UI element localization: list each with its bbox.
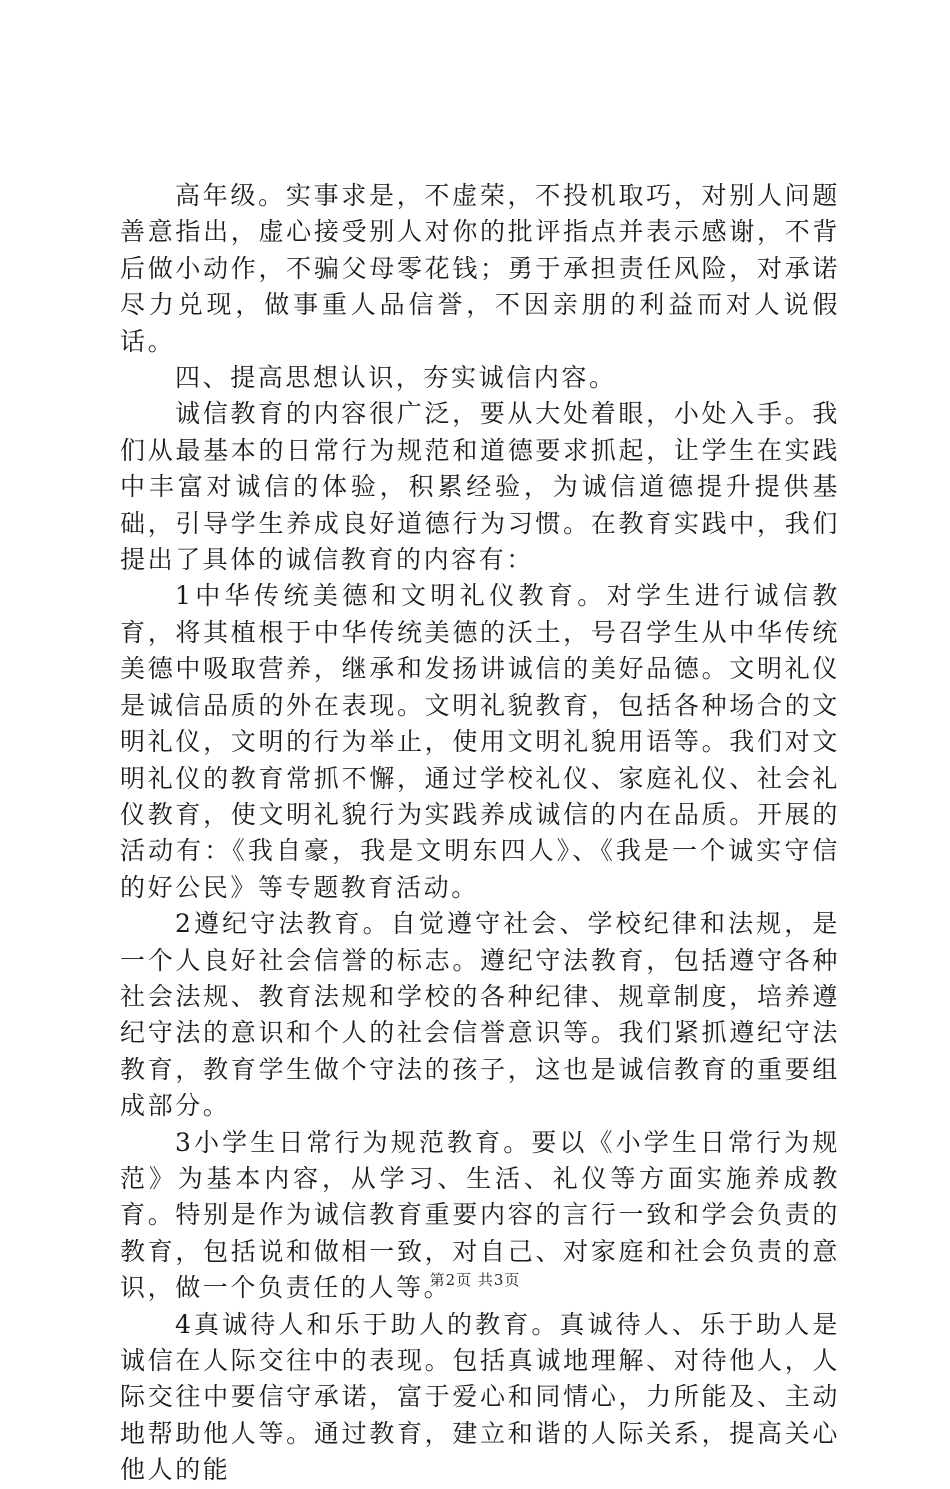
- paragraph-item-4: 4真诚待人和乐于助人的教育。真诚待人、乐于助人是诚信在人际交往中的表现。包括真诚地理解、对待他人，人际交往中要信守承诺，富于爱心和同情心，力所能及、主动地帮助他人等。通过教育，建立和谐的人际关系，提高关心他人的能: [120, 1309, 840, 1485]
- paragraph-item-1: 1中华传统美德和文明礼仪教育。对学生进行诚信教育，将其植根于中华传统美德的沃土，号召学生从中华传统美德中吸取营养，继承和发扬讲诚信的美好品德。文明礼仪是诚信品质的外在表现。文明礼貌教育，包括各种场合的文明礼仪，文明的行为举止，使用文明礼貌用语等。我们对文明礼仪的教育常抓不懈，通过学校礼仪、家庭礼仪、社会礼仪教育，使文明礼貌行为实践养成诚信的内在品质。开展的活动有：《我自豪，我是文明东四人》、《我是一个诚实守信的好公民》等专题教育活动。: [120, 581, 840, 902]
- paragraph-content-intro: 诚信教育的内容很广泛，要从大处着眼，小处入手。我们从最基本的日常行为规范和道德要求抓起，让学生在实践中丰富对诚信的体验，积累经验，为诚信道德提升提供基础，引导学生养成良好道德行为习惯。在教育实践中，我们提出了具体的诚信教育的内容有：: [120, 399, 840, 575]
- paragraph-item-3: 3小学生日常行为规范教育。要以《小学生日常行为规范》为基本内容，从学习、生活、礼仪等方面实施养成教育。特别是作为诚信教育重要内容的言行一致和学会负责的教育，包括说和做相一致，对自己、对家庭和社会负责的意识，做一个负责任的人等。: [120, 1127, 840, 1303]
- section-heading-four: 四、提高思想认识，夯实诚信内容。: [175, 363, 617, 393]
- paragraph-item-2: 2遵纪守法教育。自觉遵守社会、学校纪律和法规，是一个人良好社会信誉的标志。遵纪守法教育，包括遵守各种社会法规、教育法规和学校的各种纪律、规章制度，培养遵纪守法的意识和个人的社会信誉意识等。我们紧抓遵纪守法教育，教育学生做个守法的孩子，这也是诚信教育的重要组成部分。: [120, 909, 840, 1121]
- paragraph-senior-grade: 高年级。实事求是，不虚荣，不投机取巧，对别人问题善意指出，虚心接受别人对你的批评指点并表示感谢，不背后做小动作，不骗父母零花钱；勇于承担责任风险，对承诺尽力兑现，做事重人品信誉，不因亲朋的利益而对人说假话。: [120, 181, 840, 356]
- document-body: [120, 178, 840, 1489]
- page-number-footer: 第2页 共3页: [429, 1271, 521, 1289]
